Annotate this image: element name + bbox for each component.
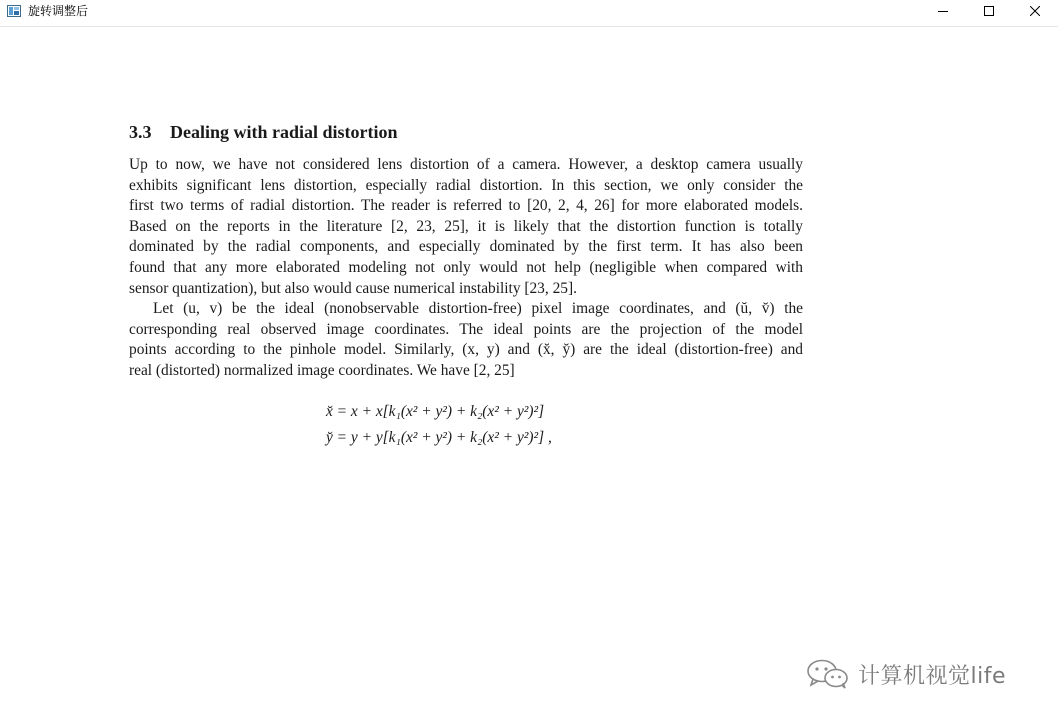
window-title: 旋转调整后 [28,4,89,18]
document-image-canvas [0,27,1058,720]
section-title: Dealing with radial distortion [170,122,398,142]
paragraph-line: real (distorted) normalized image coordinates. We have [2, 25] [129,361,515,379]
paragraph-line: Let (u, v) be the ideal (nonobservable distortion-free) pixel image coordinates, and (ŭ, v̆) the [153,300,803,317]
minimize-button[interactable] [920,0,966,22]
paragraph-2 [129,299,803,381]
paragraph-1 [129,155,803,299]
paragraph-line: sensor quantization), but also would cause numerical instability [23, 25]. [129,279,577,297]
paragraph-line: first two terms of radial distortion. The reader is referred to [20, 2, 4, 26] for more elaborated models. [129,197,803,215]
image-viewer-icon [7,4,21,18]
section-number: 3.3 [129,122,152,142]
close-button[interactable] [1012,0,1058,22]
paragraph-line: points according to the pinhole model. Similarly, (x, y) and (x̆, y̆) are the ideal (distortion-free) and [129,341,803,359]
section-heading [129,122,398,143]
distortion-equations [326,399,552,451]
title-bar[interactable] [0,0,1058,27]
paragraph-line: Up to now, we have not considered lens distortion of a camera. However, a desktop camera usually [129,156,803,173]
close-icon [1030,6,1040,16]
paragraph-line: Based on the reports in the literature [2, 23, 25], it is likely that the distortion function is totally [129,217,803,235]
paragraph-line: exhibits significant lens distortion, especially radial distortion. In this section, we only consider the [129,176,803,194]
paragraph-line: dominated by the radial components, and especially dominated by the first term. It has also been [129,238,803,256]
paragraph-line: corresponding real observed image coordinates. The ideal points are the projection of the model [129,320,803,338]
equation-y: y̆ = y + y[k₁(x² + y²) + k₂(x² + y²)²] , [326,429,552,446]
maximize-button[interactable] [966,0,1012,22]
paragraph-line: found that any more elaborated modeling not only would not help (negligible when compared with [129,258,803,276]
watermark-text: 计算机视觉life [858,663,1007,689]
watermark [806,656,1006,692]
maximize-icon [984,6,994,16]
wechat-icon [806,659,850,689]
minimize-icon [938,6,948,16]
equation-x: x̆ = x + x[k₁(x² + y²) + k₂(x² + y²)²] [326,403,545,420]
